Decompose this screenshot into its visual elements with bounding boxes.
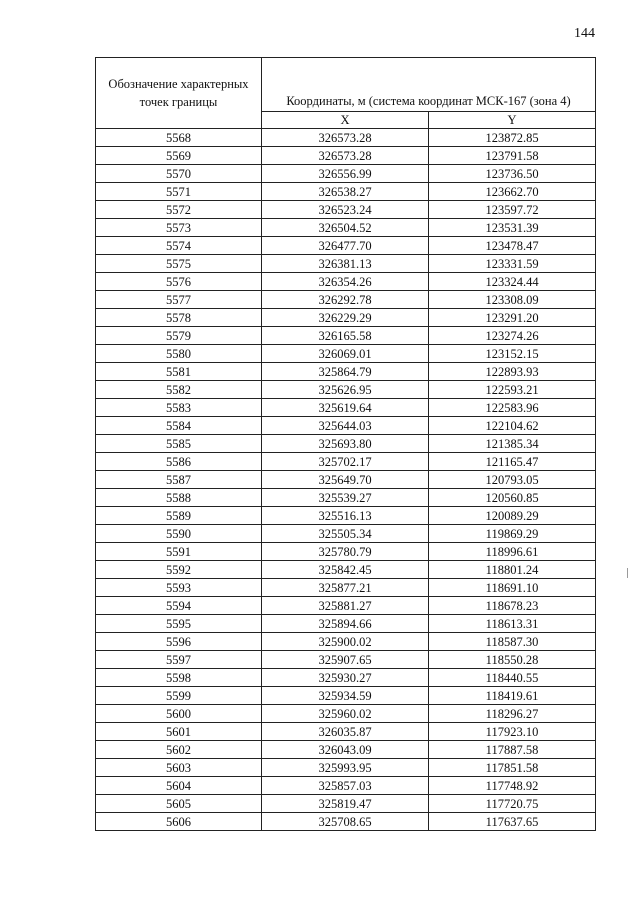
point-cell: 5583 (96, 399, 262, 417)
point-cell: 5598 (96, 669, 262, 687)
point-cell: 5606 (96, 813, 262, 831)
table-row (96, 741, 596, 759)
x-coordinate-cell: 326477.70 (262, 237, 429, 255)
y-coordinate-cell: 120793.05 (429, 471, 596, 489)
x-coordinate-cell: 326573.28 (262, 147, 429, 165)
point-cell: 5596 (96, 633, 262, 651)
table-row (96, 507, 596, 525)
point-cell: 5594 (96, 597, 262, 615)
y-coordinate-cell: 123872.85 (429, 129, 596, 147)
table-row (96, 777, 596, 795)
table-row (96, 633, 596, 651)
point-cell: 5595 (96, 615, 262, 633)
table-row (96, 417, 596, 435)
point-cell: 5575 (96, 255, 262, 273)
point-cell: 5589 (96, 507, 262, 525)
y-coordinate-cell: 123478.47 (429, 237, 596, 255)
y-coordinate-cell: 123597.72 (429, 201, 596, 219)
page-number: 144 (574, 26, 595, 41)
point-cell: 5582 (96, 381, 262, 399)
x-coordinate-cell: 325626.95 (262, 381, 429, 399)
x-coordinate-cell: 325881.27 (262, 597, 429, 615)
y-coordinate-cell: 118996.61 (429, 543, 596, 561)
x-coordinate-cell: 325842.45 (262, 561, 429, 579)
point-cell: 5581 (96, 363, 262, 381)
table-row (96, 291, 596, 309)
table-row (96, 579, 596, 597)
y-coordinate-cell: 122104.62 (429, 417, 596, 435)
x-coordinate-cell: 325907.65 (262, 651, 429, 669)
x-coordinate-cell: 325619.64 (262, 399, 429, 417)
x-coordinate-cell: 326504.52 (262, 219, 429, 237)
x-coordinate-cell: 325864.79 (262, 363, 429, 381)
y-coordinate-cell: 123152.15 (429, 345, 596, 363)
point-cell: 5587 (96, 471, 262, 489)
point-cell: 5600 (96, 705, 262, 723)
point-cell: 5577 (96, 291, 262, 309)
y-coordinate-cell: 123736.50 (429, 165, 596, 183)
x-coordinate-cell: 325516.13 (262, 507, 429, 525)
point-column-header: Обозначение характерных точек границы (96, 58, 262, 129)
table-row (96, 759, 596, 777)
y-coordinate-cell: 118678.23 (429, 597, 596, 615)
y-coordinate-cell: 122593.21 (429, 381, 596, 399)
x-coordinate-cell: 325993.95 (262, 759, 429, 777)
x-coordinate-cell: 325900.02 (262, 633, 429, 651)
point-cell: 5573 (96, 219, 262, 237)
x-coordinate-cell: 326043.09 (262, 741, 429, 759)
y-column-header: Y (429, 112, 596, 129)
point-cell: 5590 (96, 525, 262, 543)
point-cell: 5572 (96, 201, 262, 219)
x-coordinate-cell: 325693.80 (262, 435, 429, 453)
table-row (96, 687, 596, 705)
table-row (96, 237, 596, 255)
point-cell: 5593 (96, 579, 262, 597)
table-row (96, 201, 596, 219)
y-coordinate-cell: 120089.29 (429, 507, 596, 525)
point-cell: 5601 (96, 723, 262, 741)
table-row (96, 165, 596, 183)
y-coordinate-cell: 118587.30 (429, 633, 596, 651)
point-cell: 5603 (96, 759, 262, 777)
point-cell: 5605 (96, 795, 262, 813)
table-row (96, 795, 596, 813)
point-cell: 5579 (96, 327, 262, 345)
x-coordinate-cell: 326523.24 (262, 201, 429, 219)
x-coordinate-cell: 326229.29 (262, 309, 429, 327)
x-coordinate-cell: 326292.78 (262, 291, 429, 309)
point-cell: 5592 (96, 561, 262, 579)
table-row (96, 561, 596, 579)
y-coordinate-cell: 121165.47 (429, 453, 596, 471)
table-row (96, 309, 596, 327)
y-coordinate-cell: 123291.20 (429, 309, 596, 327)
table-row (96, 219, 596, 237)
y-coordinate-cell: 123662.70 (429, 183, 596, 201)
table-row (96, 669, 596, 687)
y-coordinate-cell: 122583.96 (429, 399, 596, 417)
y-coordinate-cell: 121385.34 (429, 435, 596, 453)
table-row (96, 813, 596, 831)
point-cell: 5571 (96, 183, 262, 201)
table-row (96, 363, 596, 381)
y-coordinate-cell: 119869.29 (429, 525, 596, 543)
table-row (96, 327, 596, 345)
table-row (96, 399, 596, 417)
point-cell: 5597 (96, 651, 262, 669)
table-row (96, 381, 596, 399)
x-column-header: X (262, 112, 429, 129)
y-coordinate-cell: 123791.58 (429, 147, 596, 165)
x-coordinate-cell: 325819.47 (262, 795, 429, 813)
x-coordinate-cell: 325857.03 (262, 777, 429, 795)
y-coordinate-cell: 118419.61 (429, 687, 596, 705)
table-row (96, 129, 596, 147)
x-coordinate-cell: 326165.58 (262, 327, 429, 345)
table-row (96, 543, 596, 561)
y-coordinate-cell: 120560.85 (429, 489, 596, 507)
x-coordinate-cell: 325934.59 (262, 687, 429, 705)
y-coordinate-cell: 123331.59 (429, 255, 596, 273)
y-coordinate-cell: 117748.92 (429, 777, 596, 795)
y-coordinate-cell: 118801.24 (429, 561, 596, 579)
x-coordinate-cell: 325539.27 (262, 489, 429, 507)
x-coordinate-cell: 325960.02 (262, 705, 429, 723)
point-cell: 5604 (96, 777, 262, 795)
coordinates-table (95, 57, 596, 831)
x-coordinate-cell: 325644.03 (262, 417, 429, 435)
x-coordinate-cell: 325505.34 (262, 525, 429, 543)
y-coordinate-cell: 123308.09 (429, 291, 596, 309)
point-cell: 5584 (96, 417, 262, 435)
table-row (96, 453, 596, 471)
y-coordinate-cell: 118691.10 (429, 579, 596, 597)
scan-artifact (627, 568, 628, 578)
x-coordinate-cell: 326573.28 (262, 129, 429, 147)
point-cell: 5569 (96, 147, 262, 165)
y-coordinate-cell: 118613.31 (429, 615, 596, 633)
x-coordinate-cell: 326556.99 (262, 165, 429, 183)
point-cell: 5586 (96, 453, 262, 471)
table-row (96, 147, 596, 165)
y-coordinate-cell: 118296.27 (429, 705, 596, 723)
y-coordinate-cell: 117887.58 (429, 741, 596, 759)
table-row (96, 273, 596, 291)
table-row (96, 345, 596, 363)
y-coordinate-cell: 118550.28 (429, 651, 596, 669)
table-row (96, 723, 596, 741)
x-coordinate-cell: 326381.13 (262, 255, 429, 273)
coordinates-column-header: Координаты, м (система координат МСК-167 (зона 4) (262, 58, 596, 112)
x-coordinate-cell: 325649.70 (262, 471, 429, 489)
point-cell: 5591 (96, 543, 262, 561)
y-coordinate-cell: 117720.75 (429, 795, 596, 813)
table-row (96, 525, 596, 543)
x-coordinate-cell: 326354.26 (262, 273, 429, 291)
table-row (96, 183, 596, 201)
x-coordinate-cell: 325930.27 (262, 669, 429, 687)
x-coordinate-cell: 325702.17 (262, 453, 429, 471)
x-coordinate-cell: 325877.21 (262, 579, 429, 597)
point-cell: 5602 (96, 741, 262, 759)
point-cell: 5576 (96, 273, 262, 291)
point-cell: 5599 (96, 687, 262, 705)
y-coordinate-cell: 123274.26 (429, 327, 596, 345)
y-coordinate-cell: 117923.10 (429, 723, 596, 741)
point-cell: 5568 (96, 129, 262, 147)
x-coordinate-cell: 325780.79 (262, 543, 429, 561)
table-row (96, 651, 596, 669)
y-coordinate-cell: 117637.65 (429, 813, 596, 831)
x-coordinate-cell: 326538.27 (262, 183, 429, 201)
y-coordinate-cell: 117851.58 (429, 759, 596, 777)
x-coordinate-cell: 326035.87 (262, 723, 429, 741)
table-row (96, 255, 596, 273)
point-cell: 5580 (96, 345, 262, 363)
table-row (96, 471, 596, 489)
x-coordinate-cell: 326069.01 (262, 345, 429, 363)
x-coordinate-cell: 325708.65 (262, 813, 429, 831)
point-cell: 5588 (96, 489, 262, 507)
point-cell: 5570 (96, 165, 262, 183)
point-cell: 5585 (96, 435, 262, 453)
point-cell: 5578 (96, 309, 262, 327)
y-coordinate-cell: 118440.55 (429, 669, 596, 687)
table-row (96, 705, 596, 723)
table-row (96, 435, 596, 453)
point-cell: 5574 (96, 237, 262, 255)
y-coordinate-cell: 123531.39 (429, 219, 596, 237)
y-coordinate-cell: 123324.44 (429, 273, 596, 291)
table-row (96, 615, 596, 633)
table-row (96, 597, 596, 615)
table-body (96, 129, 596, 831)
table-row (96, 489, 596, 507)
y-coordinate-cell: 122893.93 (429, 363, 596, 381)
x-coordinate-cell: 325894.66 (262, 615, 429, 633)
